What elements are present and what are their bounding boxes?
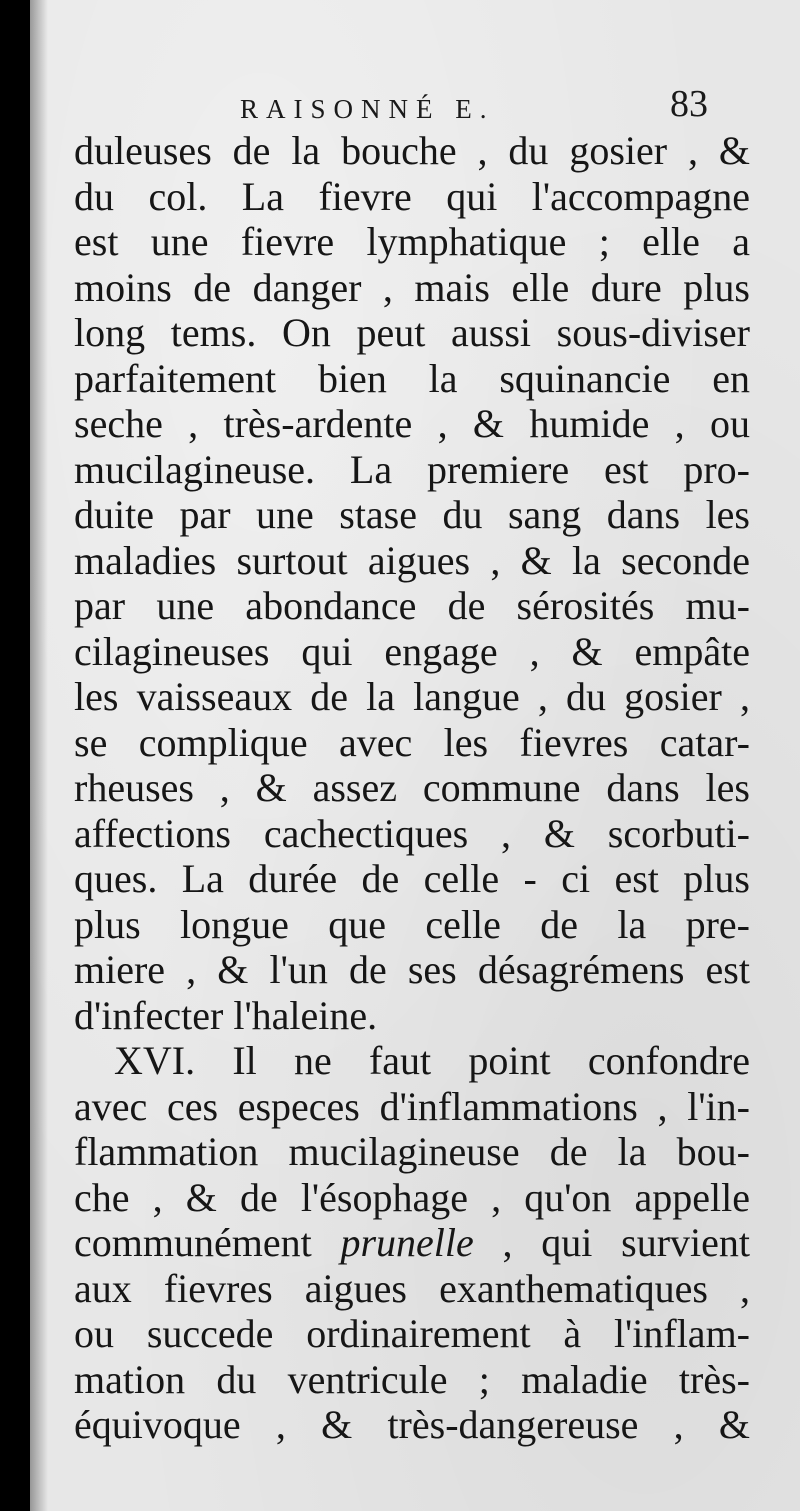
text-line: est une fievre lymphatique ; elle a xyxy=(74,219,750,264)
text-line: ques. La durée de celle - ci est plus xyxy=(74,856,750,901)
text-line: ou succede ordinairement à l'inflam- xyxy=(74,1311,750,1356)
text-line: seche , très-ardente , & humide , ou xyxy=(74,401,750,446)
text-line: équivoque , & très-dangereuse , & xyxy=(74,1402,750,1447)
text-line: d'infecter l'haleine. xyxy=(74,992,378,1038)
text-line: flammation mucilagineuse de la bou- xyxy=(74,1129,750,1174)
text-line: rheuses , & assez commune dans les xyxy=(74,765,750,810)
text-line: cilagineuses qui engage , & empâte xyxy=(74,628,750,674)
text-line: mation du ventricule ; maladie très- xyxy=(74,1356,750,1402)
text-line: moins de danger , mais elle dure plus xyxy=(74,264,750,310)
body-text xyxy=(74,128,750,1448)
text-line: par une abondance de sérosités mu- xyxy=(74,583,750,628)
text-line-with-italic xyxy=(74,1220,750,1266)
text-line: parfaitement bien la squinancie en xyxy=(74,355,750,401)
text-line: duite par une stase du sang dans les xyxy=(74,492,750,537)
text-segment: , qui survient xyxy=(473,1220,750,1265)
text-line: plus longue que celle de la pre- xyxy=(74,901,750,947)
text-segment: communément xyxy=(74,1220,341,1265)
text-line: du col. La fievre qui l'accompagne xyxy=(74,173,750,219)
text-line: se complique avec les fievres catar- xyxy=(74,719,750,765)
text-line: miere , & l'un de ses désagrémens est xyxy=(74,947,750,992)
text-line: avec ces especes d'inflammations , l'in- xyxy=(74,1083,750,1129)
book-page xyxy=(30,0,800,1511)
text-line: les vaisseaux de la langue , du gosier , xyxy=(74,674,750,719)
text-line: XVI. Il ne faut point confondre xyxy=(114,1038,750,1083)
italic-term: prunelle xyxy=(340,1220,474,1265)
text-line: aux fievres aigues exanthematiques , xyxy=(74,1265,750,1311)
text-line: duleuses de la bouche , du gosier , & xyxy=(74,128,750,173)
text-line: maladies surtout aigues , & la seconde xyxy=(74,537,750,583)
text-line: che , & de l'ésophage , qu'on appelle xyxy=(74,1174,750,1220)
running-title: RAISONNÉ E. xyxy=(240,94,495,124)
page-number: 83 xyxy=(670,83,708,125)
text-line: long tems. On peut aussi sous-diviser xyxy=(74,310,750,355)
text-line: mucilagineuse. La premiere est pro- xyxy=(74,446,750,492)
text-line: affections cachectiques , & scorbuti- xyxy=(74,810,750,856)
